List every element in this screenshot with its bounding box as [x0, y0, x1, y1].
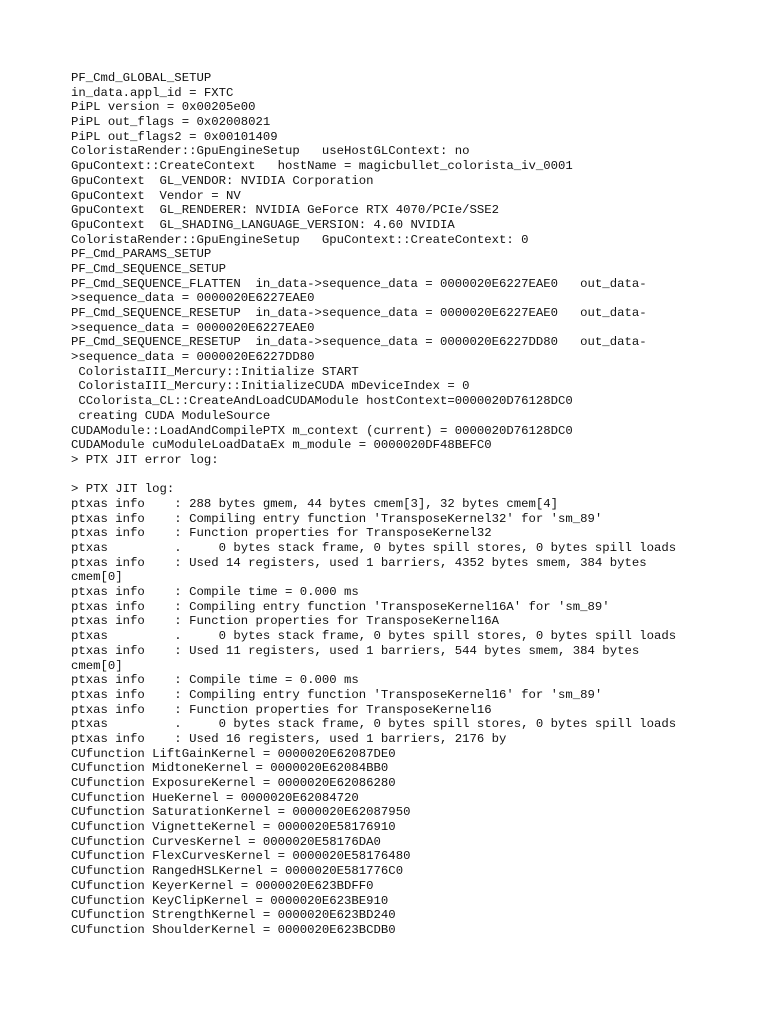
log-line: CUfunction ExposureKernel = 0000020E62086280: [71, 776, 396, 790]
log-line: ColoristaRender::GpuEngineSetup useHostGLContext: no: [71, 144, 470, 159]
log-line: CUfunction HueKernel = 0000020E62084720: [71, 790, 359, 805]
log-line: PiPL out_flags2 = 0x00101409: [71, 129, 278, 144]
log-line: GpuContext GL_VENDOR: NVIDIA Corporation: [71, 173, 374, 188]
log-line: cmem[0]: [71, 658, 123, 673]
log-line: ptxas info : Function properties for TransposeKernel16: [71, 702, 492, 717]
log-line: ptxas info : Compiling entry function 'TransposeKernel32' for 'sm_89': [71, 511, 603, 526]
log-line: CUfunction SaturationKernel = 0000020E62087950: [71, 805, 411, 820]
log-line: ptxas . 0 bytes stack frame, 0 bytes spill stores, 0 bytes spill loads: [71, 541, 677, 555]
log-line: ptxas . 0 bytes stack frame, 0 bytes spill stores, 0 bytes spill loads: [71, 717, 677, 732]
log-line: CColorista_CL::CreateAndLoadCUDAModule hostContext=0000020D76128DC0: [71, 394, 573, 409]
log-line: ptxas info : Compile time = 0.000 ms: [71, 585, 359, 600]
log-line: CUfunction ShoulderKernel = 0000020E623BCDB0: [71, 922, 396, 937]
log-line: CUfunction VignetteKernel = 0000020E58176910: [71, 820, 396, 835]
log-line: PF_Cmd_SEQUENCE_RESETUP in_data->sequence_data = 0000020E6227DD80 out_data-: [71, 335, 647, 350]
log-line: GpuContext GL_RENDERER: NVIDIA GeForce RTX 4070/PCIe/SSE2: [71, 203, 500, 218]
log-line: PF_Cmd_PARAMS_SETUP: [71, 247, 212, 262]
log-line: GpuContext Vendor = NV: [71, 188, 241, 203]
log-line: ptxas . 0 bytes stack frame, 0 bytes spill stores, 0 bytes spill loads: [71, 629, 677, 644]
log-line: PF_Cmd_SEQUENCE_SETUP: [71, 261, 226, 276]
log-line: ptxas info : 288 bytes gmem, 44 bytes cmem[3], 32 bytes cmem[4]: [71, 496, 559, 511]
log-line: GpuContext GL_SHADING_LANGUAGE_VERSION: 4.60 NVIDIA: [71, 217, 455, 232]
log-line: CUfunction CurvesKernel = 0000020E58176DA0: [71, 834, 381, 849]
log-line: CUDAModule cuModuleLoadDataEx m_module = 0000020DF48BEFC0: [71, 438, 492, 453]
log-line: CUfunction StrengthKernel = 0000020E623BD240: [71, 908, 396, 923]
log-line: ptxas info : Function properties for TransposeKernel16A: [71, 614, 500, 629]
log-line: ptxas info : Compiling entry function 'TransposeKernel16A' for 'sm_89': [71, 599, 610, 614]
log-line: GpuContext::CreateContext hostName = magicbullet_colorista_iv_0001: [71, 159, 573, 174]
log-line: in_data.appl_id = FXTC: [71, 85, 234, 100]
log-line: ColoristaIII_Mercury::Initialize START: [71, 364, 359, 379]
log-line: ptxas info : Function properties for TransposeKernel32: [71, 526, 492, 541]
log-line: >sequence_data = 0000020E6227EAE0: [71, 320, 315, 335]
log-line: ptxas info : Used 16 registers, used 1 barriers, 2176 by: [71, 731, 507, 746]
log-line: PF_Cmd_SEQUENCE_FLATTEN in_data->sequence_data = 0000020E6227EAE0 out_data-: [71, 276, 647, 291]
log-line: CUfunction KeyClipKernel = 0000020E623BE910: [71, 893, 389, 908]
log-line: ptxas info : Compiling entry function 'TransposeKernel16' for 'sm_89': [71, 687, 603, 702]
log-line: ColoristaRender::GpuEngineSetup GpuContext::CreateContext: 0: [71, 232, 529, 247]
log-line: PF_Cmd_GLOBAL_SETUP: [71, 71, 212, 85]
log-line: CUDAModule::LoadAndCompilePTX m_context (current) = 0000020D76128DC0: [71, 423, 573, 438]
log-text-block: [71, 71, 691, 938]
log-line: ptxas info : Used 14 registers, used 1 barriers, 4352 bytes smem, 384 bytes: [71, 555, 647, 570]
log-line: CUfunction LiftGainKernel = 0000020E62087DE0: [71, 746, 396, 761]
log-line: ptxas info : Compile time = 0.000 ms: [71, 673, 359, 688]
log-line-blank: [71, 468, 691, 483]
log-line: PiPL out_flags = 0x02008021: [71, 115, 271, 130]
log-line: ColoristaIII_Mercury::InitializeCUDA mDeviceIndex = 0: [71, 379, 470, 394]
log-line: PiPL version = 0x00205e00: [71, 100, 256, 115]
log-line: PF_Cmd_SEQUENCE_RESETUP in_data->sequence_data = 0000020E6227EAE0 out_data-: [71, 306, 647, 320]
log-line: >sequence_data = 0000020E6227EAE0: [71, 291, 315, 306]
log-line: CUfunction FlexCurvesKernel = 0000020E58176480: [71, 849, 411, 864]
log-line: ptxas info : Used 11 registers, used 1 barriers, 544 bytes smem, 384 bytes: [71, 643, 640, 658]
log-line: CUfunction RangedHSLKernel = 0000020E581776C0: [71, 864, 404, 879]
log-line: CUfunction KeyerKernel = 0000020E623BDFF0: [71, 878, 374, 893]
log-line: > PTX JIT log:: [71, 482, 175, 497]
log-line: >sequence_data = 0000020E6227DD80: [71, 350, 315, 365]
log-line: CUfunction MidtoneKernel = 0000020E62084BB0: [71, 761, 389, 776]
log-line: cmem[0]: [71, 570, 123, 585]
log-line: > PTX JIT error log:: [71, 452, 219, 467]
log-line: creating CUDA ModuleSource: [71, 408, 271, 423]
